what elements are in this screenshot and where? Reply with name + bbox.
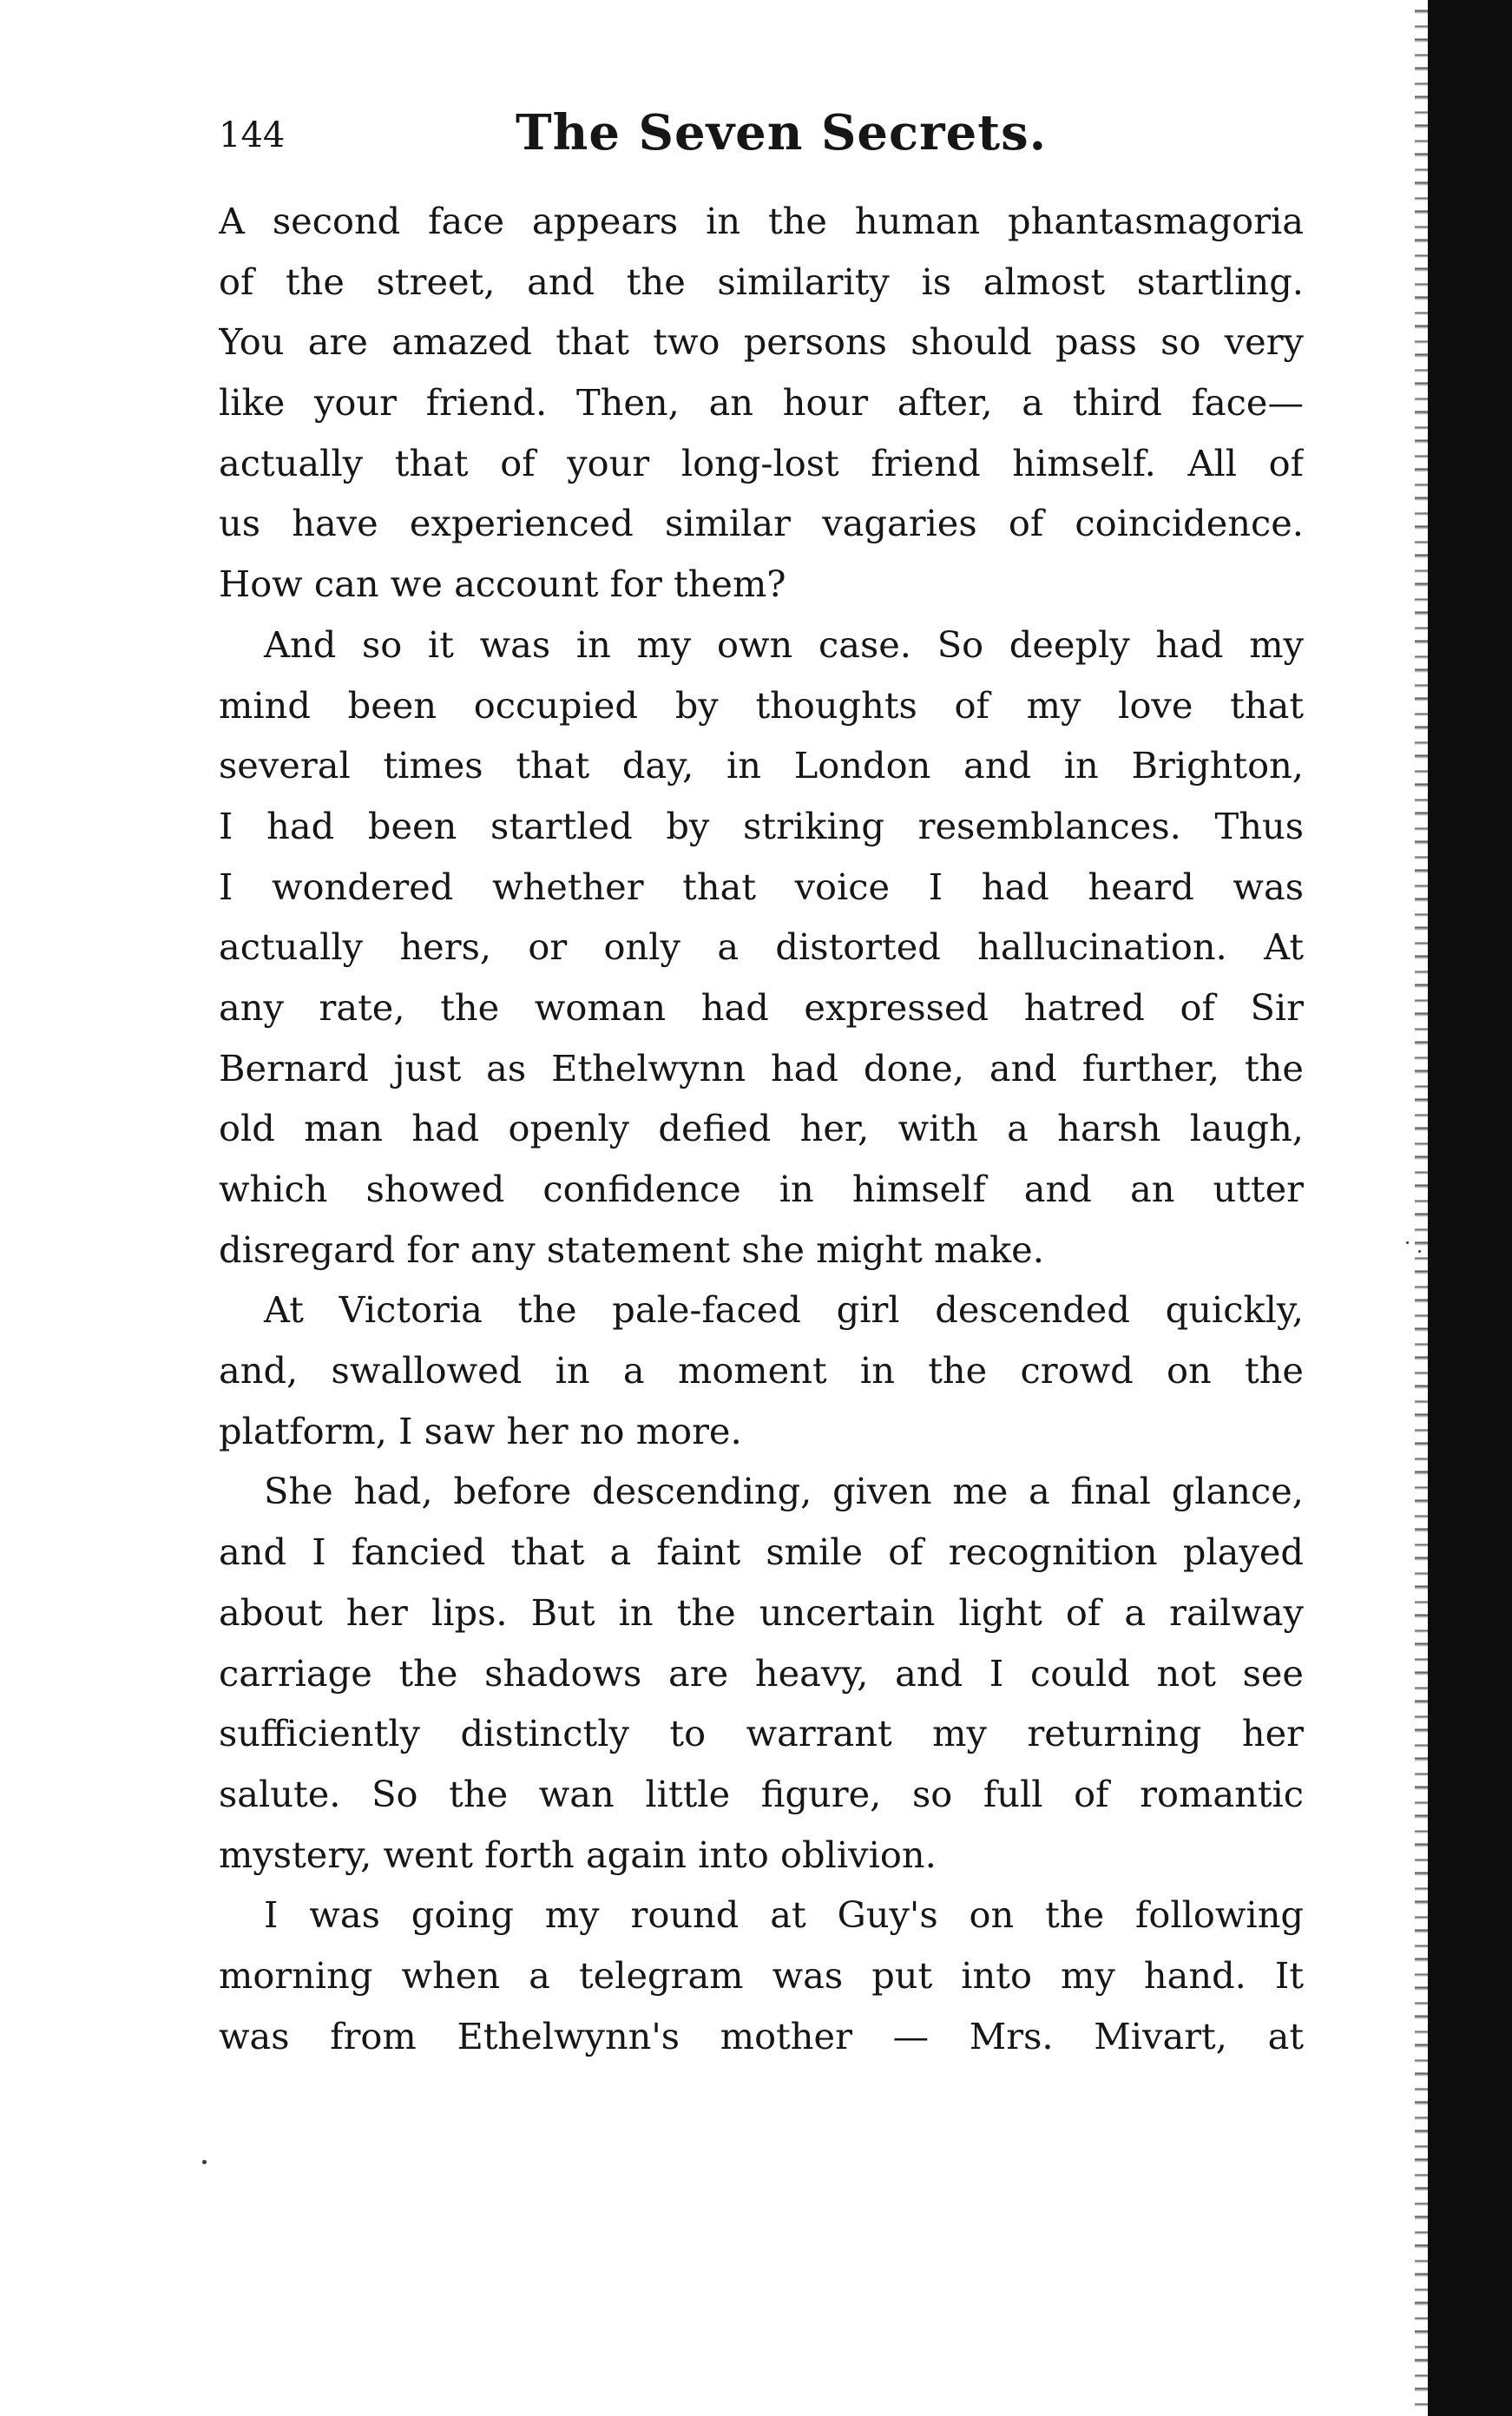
text-line: like your friend. Then, an hour after, a third face— (219, 381, 1304, 425)
text-line: mystery, went forth again into oblivion. (219, 1833, 937, 1876)
text-line: carriage the shadows are heavy, and I could not see (219, 1651, 1304, 1695)
text-line: of the street, and the similarity is almost startling. (219, 260, 1304, 303)
text-line: and I fancied that a faint smile of recognition played (219, 1531, 1304, 1574)
text-line: sufficiently distinctly to warrant my returning her (219, 1712, 1304, 1755)
scan-speck (1418, 1250, 1421, 1253)
text-line: any rate, the woman had expressed hatred of Sir (219, 985, 1304, 1029)
text-line: mind been occupied by thoughts of my love that (219, 683, 1304, 727)
text-line: Bernard just as Ethelwynn had done, and further, the (219, 1046, 1304, 1090)
scan-speck (1406, 1241, 1409, 1244)
text-line: A second face appears in the human phantasmagoria (219, 200, 1304, 242)
text-line: And so it was in my own case. So deeply had my (264, 622, 1304, 666)
text-line: about her lips. But in the uncertain light of a railway (219, 1590, 1304, 1634)
text-line: I wondered whether that voice I had heard was (219, 865, 1304, 908)
text-line: old man had openly defied her, with a harsh laugh, (219, 1107, 1304, 1150)
text-line: us have experienced similar vagaries of coincidence. (219, 502, 1304, 545)
text-line: How can we account for them? (219, 563, 786, 606)
text-line: I was going my round at Guy's on the following (264, 1893, 1304, 1937)
body-text (219, 191, 1304, 2066)
text-line: several times that day, in London and in Brighton, (219, 744, 1304, 787)
text-line: disregard for any statement she might make. (219, 1228, 1044, 1271)
text-line: I had been startled by striking resemblances. Thus (219, 804, 1304, 847)
text-line: was from Ethelwynn's mother — Mrs. Mivart, at (219, 2014, 1304, 2057)
text-line: platform, I saw her no more. (219, 1409, 742, 1452)
running-title: The Seven Secrets. (516, 104, 1048, 161)
text-line: She had, before descending, given me a final glance, (264, 1470, 1304, 1513)
page-header (219, 102, 1304, 172)
text-line: actually hers, or only a distorted hallucination. At (219, 925, 1304, 969)
text-line: You are amazed that two persons should pass so very (219, 320, 1304, 364)
text-line: actually that of your long-lost friend himself. All of (219, 441, 1304, 484)
text-line: At Victoria the pale-faced girl descended quickly, (264, 1288, 1304, 1332)
text-line: which showed confidence in himself and an utter (219, 1168, 1304, 1210)
scan-edge (1428, 0, 1512, 2416)
text-line: and, swallowed in a moment in the crowd on the (219, 1349, 1304, 1392)
page-number: 144 (219, 115, 286, 155)
text-line: salute. So the wan little figure, so full of romantic (219, 1772, 1304, 1815)
scan-speck (202, 2160, 207, 2164)
text-line: morning when a telegram was put into my hand. It (219, 1953, 1304, 1997)
